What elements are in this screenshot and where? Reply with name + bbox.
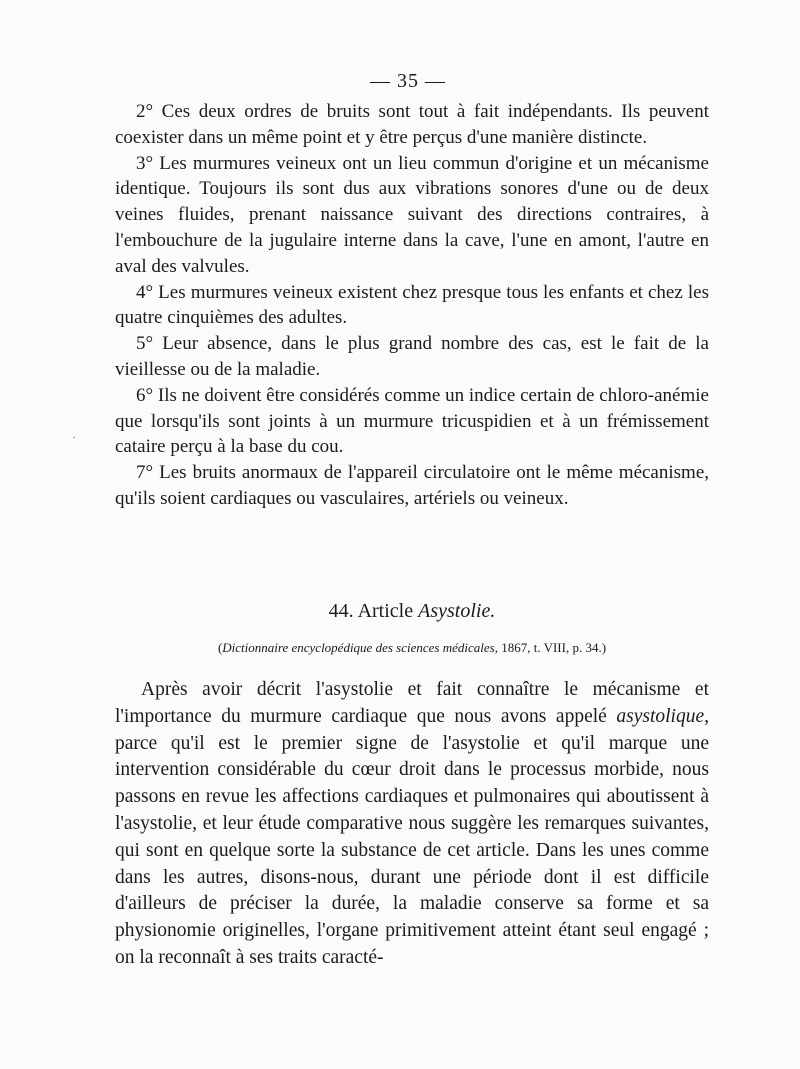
article-heading	[115, 600, 709, 623]
body-text-rest: , parce qu'il est le premier signe de l'asystolie et qu'il marque une intervention considérable du cœur droit dans le processus morbide, nous passons en revue les affections cardiaques et pulmonaires qui aboutissent à l'asystolie, et leur étude comparative nous suggère les remarques suivantes, qui sont en quelque sorte la substance de cet article. Dans les unes comme dans les autres, disons-nous, durant une période dont il est difficile d'ailleurs de préciser la durée, la maladie conserve sa forme et sa physionomie originelles, l'organe primitivement atteint étant seul engagé ; on la reconnaît à ses traits caracté-	[115, 705, 709, 968]
conclusion-item-7: 7° Les bruits anormaux de l'appareil circulatoire ont le même mécanisme, qu'ils soient cardiaques ou vasculaires, artériels ou veineux.	[115, 462, 709, 509]
conclusion-item-5: 5° Leur absence, dans le plus grand nombre des cas, est le fait de la vieillesse ou de la maladie.	[115, 333, 709, 380]
conclusion-item-3: 3° Les murmures veineux ont un lieu commun d'origine et un mécanisme identique. Toujours ils sont dus aux vibrations sonores d'une ou de deux veines fluides, prenant naissance suivant des directions contraires, à l'embouchure de la jugulaire interne dans la cave, l'une en amont, l'autre en aval des valvules.	[115, 152, 709, 277]
article-body-paragraph	[115, 677, 709, 972]
article-number: 44.	[328, 600, 354, 622]
citation-details: 1867, t. VIII, p. 34.)	[497, 640, 607, 655]
page-number: — 35 —	[370, 70, 446, 92]
conclusion-item-4: 4° Les murmures veineux existent chez presque tous les enfants et chez les quatre cinquièmes des adultes.	[115, 281, 709, 329]
article-label: Article	[357, 600, 414, 622]
body-italic-term: asystolique	[616, 705, 705, 727]
body-text-start: Après avoir décrit l'asystolie et fait connaître le mécanisme et l'importance du murmure cardiaque que nous avons appelé	[115, 679, 709, 727]
citation	[115, 640, 709, 656]
margin-mark: ·	[72, 430, 76, 444]
article-title: Asystolie.	[418, 600, 496, 622]
citation-source: Dictionnaire encyclopédique des sciences médicales,	[222, 640, 498, 655]
conclusion-item-6: 6° Ils ne doivent être considérés comme un indice certain de chloro-anémie que lorsqu'ils sont joints à un murmure tricuspidien et à un frémissement cataire perçu à la base du cou.	[115, 384, 709, 458]
conclusion-item-2: 2° Ces deux ordres de bruits sont tout à fait indépendants. Ils peuvent coexister dans un même point et y être perçus d'une manière distincte.	[115, 101, 709, 148]
main-text-block	[115, 99, 709, 968]
citation-open: (	[217, 640, 223, 655]
